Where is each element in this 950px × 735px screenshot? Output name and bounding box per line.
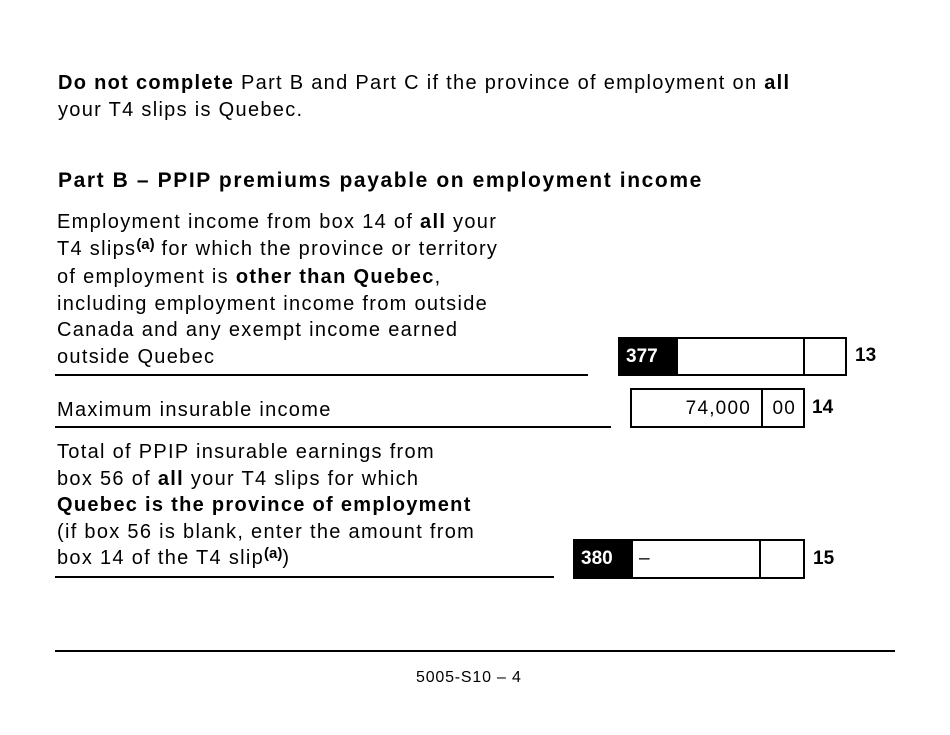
line15-amount-field[interactable] xyxy=(633,539,805,579)
line14-label: Maximum insurable income xyxy=(57,399,332,421)
part-b-heading: Part B – PPIP premiums payable on employment income xyxy=(58,169,703,192)
line-number-13: 13 xyxy=(855,345,877,366)
line13-text: your xyxy=(446,211,498,233)
line15-underline xyxy=(55,576,554,578)
line13-text: Employment income from box 14 of xyxy=(57,211,421,233)
cents-divider xyxy=(759,541,761,577)
line13-text: including employment income from outside xyxy=(57,292,489,315)
line13-underline xyxy=(55,374,588,376)
cents-divider xyxy=(761,390,763,426)
line15-text: box 14 of the T4 slip xyxy=(57,547,265,569)
line15-text: Total of PPIP insurable earnings from xyxy=(57,441,435,463)
line-number-14: 14 xyxy=(812,397,834,418)
intro-line-2: your T4 slips is Quebec. xyxy=(58,99,304,121)
intro-bold-all: all xyxy=(764,72,791,94)
field-code-380: 380 xyxy=(573,539,635,579)
footer-rule xyxy=(55,650,895,652)
line13-text: for which the province or territory xyxy=(154,237,499,260)
line14-dollars: 74,000 xyxy=(685,398,751,419)
line13-text: T4 slips xyxy=(57,237,137,260)
line15-bold-all: all xyxy=(157,467,184,490)
line15-bold-quebec: Quebec is the province of employment xyxy=(57,494,472,516)
minus-operator: – xyxy=(639,548,651,569)
line15-description xyxy=(57,439,475,574)
line13-amount-field[interactable] xyxy=(676,337,847,376)
cents-divider xyxy=(803,339,805,374)
line14-cents: 00 xyxy=(772,398,796,419)
line13-bold-other-than-quebec: other than Quebec xyxy=(235,266,435,288)
intro-line-1 xyxy=(58,70,790,97)
intro-bold-lead: Do not complete xyxy=(58,72,235,94)
line13-bold-all: all xyxy=(420,211,447,233)
footnote-ref: (a) xyxy=(136,235,155,253)
field-code-377: 377 xyxy=(618,337,678,376)
line13-text: of employment is xyxy=(57,266,236,288)
line14-underline xyxy=(55,426,611,428)
line13-text: , xyxy=(434,266,442,288)
line13-text: outside Quebec xyxy=(57,345,216,368)
line15-text: (if box 56 is blank, enter the amount from xyxy=(57,520,476,543)
line13-text: Canada and any exempt income earned xyxy=(57,319,459,341)
line13-description xyxy=(57,209,498,370)
line14-amount-field[interactable] xyxy=(630,388,805,428)
line15-text: ) xyxy=(282,547,291,569)
line15-text: your T4 slips for which xyxy=(183,467,420,490)
line-number-15: 15 xyxy=(813,548,835,569)
line15-text: box 56 of xyxy=(57,467,158,490)
form-id: 5005-S10 – 4 xyxy=(416,669,522,686)
intro-text: Part B and Part C if the province of employment on xyxy=(234,72,765,94)
footnote-ref: (a) xyxy=(264,545,283,562)
